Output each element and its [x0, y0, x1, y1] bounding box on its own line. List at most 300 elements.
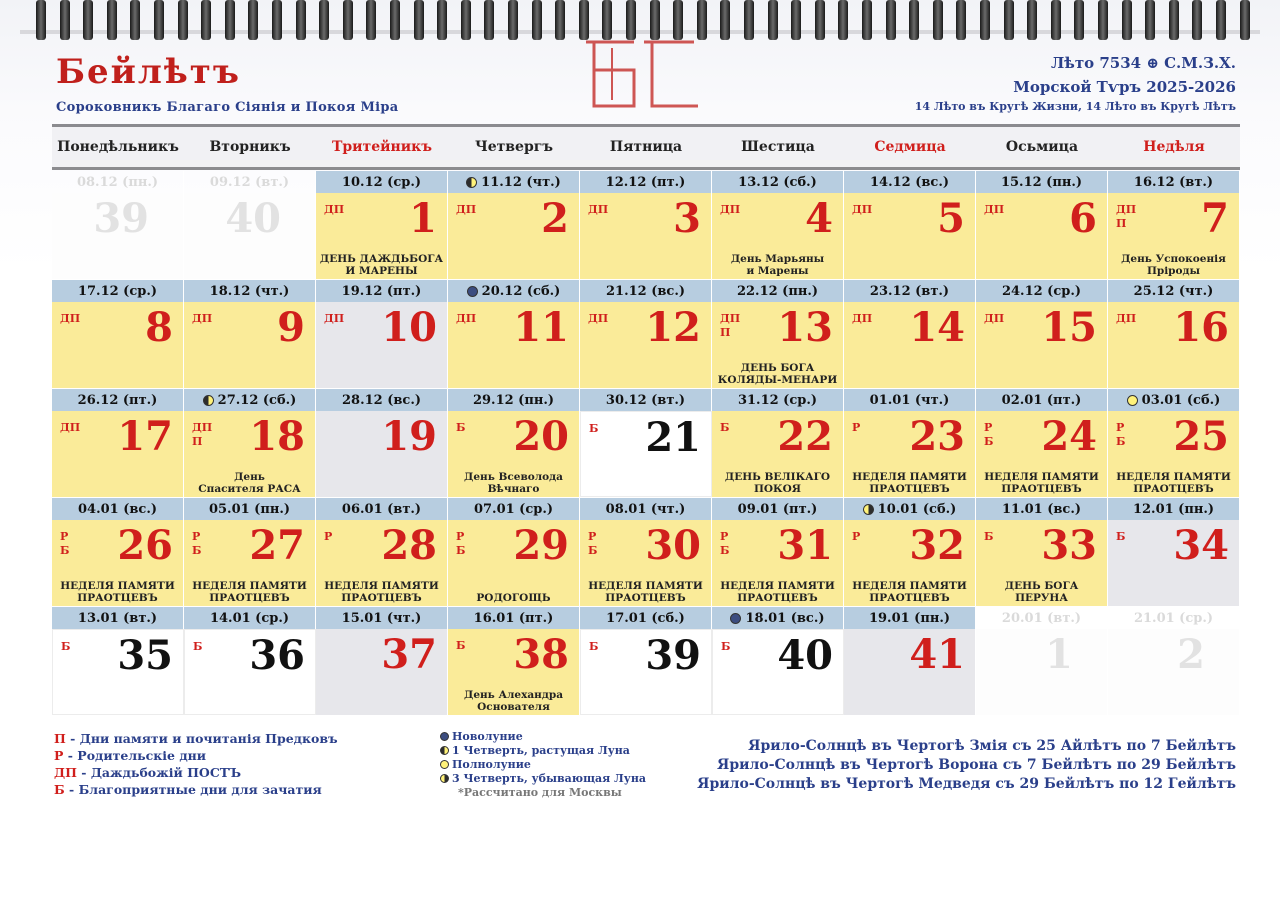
day-cell[interactable]: [448, 411, 580, 497]
day-number: 21: [645, 414, 701, 461]
day-number: 39: [93, 195, 149, 242]
gregorian-date: [1108, 607, 1240, 629]
spiral-ring: [744, 0, 754, 40]
day-cell[interactable]: [1108, 629, 1240, 715]
date-text: 10.12 (ср.): [341, 174, 422, 190]
holiday-note: НЕДЕЛЯ ПАМЯТИ ПРАОТЦЕВЪ: [852, 471, 967, 495]
day-cell[interactable]: [976, 193, 1108, 279]
legend-item: [54, 781, 338, 798]
gregorian-date: [844, 280, 976, 302]
weekday-label: Вторникъ: [209, 139, 291, 155]
day-marks: Р Б: [192, 530, 202, 557]
day-marks: ДП: [984, 203, 1005, 216]
gregorian-date: [976, 498, 1108, 520]
date-band: [52, 280, 1240, 302]
day-marks: Р Б: [1116, 421, 1126, 448]
legend-text: - Родительскіе дни: [63, 748, 207, 763]
sun-legend: [697, 737, 1236, 794]
gregorian-date: [976, 389, 1108, 411]
day-marks: ДП: [852, 312, 873, 325]
legend-item: [54, 747, 338, 764]
spiral-ring: [343, 0, 353, 40]
spiral-ring: [296, 0, 306, 40]
gregorian-date: [1108, 280, 1240, 302]
date-text: 27.12 (сб.): [217, 392, 297, 408]
moon-phase-new-icon: [440, 732, 449, 741]
day-marks: ДП: [852, 203, 873, 216]
gregorian-date: [580, 280, 712, 302]
moon-phase-new-icon: [730, 613, 741, 624]
spiral-ring: [1122, 0, 1132, 40]
legend-key: П: [54, 731, 66, 746]
day-number: 40: [777, 632, 833, 679]
date-text: 17.01 (сб.): [606, 610, 685, 626]
date-text: 20.01 (вт.): [1001, 610, 1082, 626]
day-cell[interactable]: [52, 302, 184, 388]
date-text: 04.01 (вс.): [77, 501, 157, 517]
spiral-ring: [555, 0, 565, 40]
day-marks: ДП: [984, 312, 1005, 325]
day-cell[interactable]: [184, 302, 316, 388]
day-cell[interactable]: [976, 302, 1108, 388]
date-text: 30.12 (вт.): [605, 392, 686, 408]
legend-key: Б: [54, 782, 65, 797]
legend-text: - Благоприятные дни для зачатия: [64, 782, 322, 797]
gregorian-date: [184, 607, 316, 629]
spiral-ring: [484, 0, 494, 40]
gregorian-date: [448, 607, 580, 629]
day-cell[interactable]: [1108, 302, 1240, 388]
day-cell[interactable]: [1108, 520, 1240, 606]
sun-legend-line: Ярило-Солнцѣ въ Чертогѣ Медведя съ 29 Бейлѣтъ по 12 Гейлѣтъ: [697, 776, 1236, 792]
legend-key: ДП: [54, 765, 77, 780]
day-number: 20: [513, 413, 569, 460]
day-cell[interactable]: [52, 411, 184, 497]
spiral-ring: [178, 0, 188, 40]
spiral-ring: [1192, 0, 1202, 40]
spiral-ring: [130, 0, 140, 40]
day-number: 34: [1173, 522, 1229, 569]
page-title: Бейлѣтъ: [56, 52, 241, 92]
date-text: 24.12 (ср.): [1001, 283, 1082, 299]
moon-legend-item: [440, 744, 646, 758]
spiral-ring: [1074, 0, 1084, 40]
date-text: 09.01 (пт.): [737, 501, 818, 517]
date-text: 01.01 (чт.): [869, 392, 950, 408]
spiral-ring: [650, 0, 660, 40]
day-cell[interactable]: [316, 302, 448, 388]
day-cell[interactable]: [52, 629, 184, 715]
date-text: 10.01 (сб.): [877, 501, 957, 517]
day-marks: Б: [61, 640, 71, 653]
day-cell[interactable]: [844, 629, 976, 715]
spiral-ring: [933, 0, 943, 40]
day-cell[interactable]: [976, 520, 1108, 606]
day-number: 11: [513, 304, 569, 351]
moon-phase-q3-icon: [863, 504, 874, 515]
moon-legend-item: [440, 772, 646, 786]
gregorian-date: [580, 498, 712, 520]
spiral-ring: [579, 0, 589, 40]
day-marks: ДП: [456, 203, 477, 216]
date-text: 16.01 (пт.): [473, 610, 554, 626]
holiday-note: РОДОГОЩЬ: [476, 592, 551, 604]
date-text: 13.01 (вт.): [77, 610, 158, 626]
year-line-2: Морской Тѵръ 2025-2026: [1013, 78, 1236, 96]
day-cell[interactable]: [316, 411, 448, 497]
day-number: 6: [1069, 195, 1097, 242]
gregorian-date: [184, 280, 316, 302]
spiral-ring: [272, 0, 282, 40]
day-number: 28: [381, 522, 437, 569]
sun-legend-line: Ярило-Солнцѣ въ Чертогѣ Ворона съ 7 Бейлѣтъ по 29 Бейлѣтъ: [716, 757, 1236, 773]
spiral-ring: [366, 0, 376, 40]
week-row: [52, 280, 1240, 388]
date-text: 12.01 (пн.): [1132, 501, 1215, 517]
day-marks: ДП: [60, 421, 81, 434]
day-marks: Р Б: [60, 530, 70, 557]
holiday-note: НЕДЕЛЯ ПАМЯТИ ПРАОТЦЕВЪ: [720, 580, 835, 604]
weekday-label: Осьмица: [1005, 139, 1079, 155]
day-marks: Р: [852, 530, 861, 543]
holiday-note: НЕДЕЛЯ ПАМЯТИ ПРАОТЦЕВЪ: [588, 580, 703, 604]
legend-item: [54, 764, 338, 781]
spiral-ring: [154, 0, 164, 40]
day-cell[interactable]: [844, 411, 976, 497]
gregorian-date: [712, 498, 844, 520]
weekday-label: Четвергъ: [474, 139, 554, 155]
day-number: 15: [1041, 304, 1097, 351]
spiral-ring: [720, 0, 730, 40]
day-cell[interactable]: [976, 411, 1108, 497]
moon-legend-text: Полнолуние: [452, 758, 531, 771]
day-cell[interactable]: [52, 193, 184, 279]
date-text: 08.01 (чт.): [605, 501, 686, 517]
day-cell[interactable]: [448, 302, 580, 388]
gregorian-date: [580, 171, 712, 193]
day-cell[interactable]: [448, 193, 580, 279]
date-text: 14.12 (вс.): [869, 174, 949, 190]
day-number: 18: [249, 413, 305, 460]
gregorian-date: [184, 498, 316, 520]
gregorian-date: [580, 607, 712, 629]
spiral-ring: [980, 0, 990, 40]
date-band: [52, 389, 1240, 411]
moon-legend: [440, 730, 646, 800]
legend: [54, 730, 338, 798]
day-marks: Р Б: [588, 530, 598, 557]
day-number: 1: [1045, 631, 1073, 678]
day-marks: Б: [720, 421, 730, 434]
moon-legend-item: [440, 730, 646, 744]
day-number: 40: [225, 195, 281, 242]
day-number: 5: [937, 195, 965, 242]
holiday-note: НЕДЕЛЯ ПАМЯТИ ПРАОТЦЕВЪ: [984, 471, 1099, 495]
legend-text: - Даждьбожій ПОСТЪ: [76, 765, 242, 780]
spiral-ring: [1098, 0, 1108, 40]
gregorian-date: [316, 171, 448, 193]
spiral-ring: [107, 0, 117, 40]
gregorian-date: [580, 389, 712, 411]
weekday-header: [52, 124, 1240, 170]
day-number: 31: [777, 522, 833, 569]
legend-item: [54, 730, 338, 747]
spiral-ring: [1145, 0, 1155, 40]
spiral-ring: [225, 0, 235, 40]
date-text: 19.12 (пт.): [341, 283, 422, 299]
day-number: 10: [381, 304, 437, 351]
spiral-ring: [461, 0, 471, 40]
day-marks: ДП П: [1116, 203, 1137, 230]
day-marks: Р Б: [720, 530, 730, 557]
date-text: 21.12 (вс.): [605, 283, 685, 299]
date-text: 11.12 (чт.): [481, 174, 561, 190]
gregorian-date: [316, 280, 448, 302]
moon-phase-q3-icon: [440, 774, 449, 783]
gregorian-date: [52, 389, 184, 411]
day-cell[interactable]: [844, 520, 976, 606]
day-cells-row: [52, 411, 1240, 497]
day-marks: ДП: [1116, 312, 1137, 325]
date-text: 13.12 (сб.): [738, 174, 817, 190]
day-marks: ДП: [720, 203, 741, 216]
date-text: 14.01 (ср.): [209, 610, 290, 626]
day-number: 19: [381, 413, 437, 460]
day-number: 17: [117, 413, 173, 460]
date-text: 15.12 (пн.): [1000, 174, 1083, 190]
moon-phase-full-icon: [440, 760, 449, 769]
gregorian-date: [52, 280, 184, 302]
week-row: [52, 498, 1240, 606]
date-text: 11.01 (вс.): [1001, 501, 1081, 517]
date-text: 08.12 (пн.): [76, 174, 159, 190]
day-cell[interactable]: [580, 193, 712, 279]
day-cell[interactable]: [448, 520, 580, 606]
day-number: 9: [277, 304, 305, 351]
day-cells-row: [52, 302, 1240, 388]
moon-legend-text: 3 Четверть, убывающая Луна: [452, 772, 647, 785]
day-number: 41: [909, 631, 965, 678]
day-cell[interactable]: [580, 411, 712, 497]
day-cell[interactable]: [580, 520, 712, 606]
legend-key: Р: [54, 748, 64, 763]
spiral-ring: [1216, 0, 1226, 40]
weekday-label: Пятница: [609, 139, 683, 155]
day-cell[interactable]: [316, 520, 448, 606]
date-text: 26.12 (пт.): [77, 392, 158, 408]
day-number: 36: [249, 632, 305, 679]
day-number: 35: [117, 632, 173, 679]
holiday-note: НЕДЕЛЯ ПАМЯТИ ПРАОТЦЕВЪ: [1116, 471, 1231, 495]
spiral-ring: [437, 0, 447, 40]
gregorian-date: [1108, 389, 1240, 411]
day-cell[interactable]: [712, 520, 844, 606]
day-number: 3: [673, 195, 701, 242]
spiral-ring: [390, 0, 400, 40]
date-text: 06.01 (вт.): [341, 501, 422, 517]
spiral-ring: [838, 0, 848, 40]
moon-phase-q1-icon: [440, 746, 449, 755]
moon-phase-q1-icon: [203, 395, 214, 406]
date-text: 23.12 (вт.): [869, 283, 950, 299]
spiral-ring: [36, 0, 46, 40]
date-text: 18.01 (вс.): [745, 610, 825, 626]
moon-phase-full-icon: [1127, 395, 1138, 406]
spiral-ring: [673, 0, 683, 40]
gregorian-date: [844, 607, 976, 629]
day-number: 7: [1201, 195, 1229, 242]
gregorian-date: [712, 171, 844, 193]
spiral-ring: [886, 0, 896, 40]
gregorian-date: [712, 280, 844, 302]
day-cell[interactable]: [712, 411, 844, 497]
holiday-note: День Успокоенія Пріроды: [1121, 253, 1226, 277]
day-cell[interactable]: [184, 411, 316, 497]
day-cell[interactable]: [844, 302, 976, 388]
legend-text: - Дни памяти и почитанія Предковъ: [65, 731, 338, 746]
year-line-1: Лѣто 7534 ⊕ С.М.З.Х.: [1051, 54, 1236, 72]
day-marks: ДП: [456, 312, 477, 325]
spiral-ring: [414, 0, 424, 40]
spiral-ring: [768, 0, 778, 40]
spiral-ring: [83, 0, 93, 40]
date-band: [52, 171, 1240, 193]
spiral-ring: [862, 0, 872, 40]
gregorian-date: [448, 389, 580, 411]
date-text: 28.12 (вс.): [341, 392, 421, 408]
moon-phase-new-icon: [467, 286, 478, 297]
day-number: 22: [777, 413, 833, 460]
gregorian-date: [844, 498, 976, 520]
gregorian-date: [184, 171, 316, 193]
day-cell[interactable]: [316, 193, 448, 279]
day-cell[interactable]: [712, 629, 844, 715]
holiday-note: НЕДЕЛЯ ПАМЯТИ ПРАОТЦЕВЪ: [192, 580, 307, 604]
gregorian-date: [976, 280, 1108, 302]
spiral-ring: [602, 0, 612, 40]
day-number: 16: [1173, 304, 1229, 351]
date-text: 09.12 (вт.): [209, 174, 290, 190]
day-number: 8: [145, 304, 173, 351]
gregorian-date: [52, 498, 184, 520]
day-marks: ДП: [324, 312, 345, 325]
date-text: 18.12 (чт.): [209, 283, 290, 299]
day-marks: Б: [456, 639, 466, 652]
day-cell[interactable]: [976, 629, 1108, 715]
holiday-note: ДЕНЬ БОГА ПЕРУНА: [1004, 580, 1079, 604]
holiday-note: НЕДЕЛЯ ПАМЯТИ ПРАОТЦЕВЪ: [324, 580, 439, 604]
day-cell[interactable]: [844, 193, 976, 279]
day-marks: ДП: [588, 203, 609, 216]
date-text: 22.12 (пн.): [736, 283, 819, 299]
spiral-ring: [791, 0, 801, 40]
date-text: 19.01 (пн.): [868, 610, 951, 626]
day-number: 1: [409, 195, 437, 242]
spiral-ring: [319, 0, 329, 40]
weekday-label: Понедѣльникъ: [57, 139, 179, 155]
day-cell[interactable]: [1108, 411, 1240, 497]
weekday-label: Тритейникъ: [331, 139, 433, 155]
day-number: 38: [513, 631, 569, 678]
week-row: [52, 389, 1240, 497]
day-cell[interactable]: [316, 629, 448, 715]
day-cell[interactable]: [580, 302, 712, 388]
spiral-ring: [60, 0, 70, 40]
day-cell[interactable]: [580, 629, 712, 715]
day-cell[interactable]: [52, 520, 184, 606]
gregorian-date: [448, 280, 580, 302]
day-marks: Р Б: [456, 530, 466, 557]
spiral-ring: [697, 0, 707, 40]
day-number: 25: [1173, 413, 1229, 460]
day-cells-row: [52, 629, 1240, 715]
spiral-ring: [508, 0, 518, 40]
day-number: 2: [1177, 631, 1205, 678]
date-text: 29.12 (пн.): [472, 392, 555, 408]
day-number: 24: [1041, 413, 1097, 460]
weekday-label: Шестица: [741, 139, 815, 155]
day-number: 2: [541, 195, 569, 242]
day-number: 33: [1041, 522, 1097, 569]
date-text: 15.01 (чт.): [341, 610, 422, 626]
day-cell[interactable]: [184, 629, 316, 715]
spiral-ring: [532, 0, 542, 40]
holiday-note: День Алеxандра Основателя: [463, 689, 563, 713]
spiral-ring: [248, 0, 258, 40]
gregorian-date: [1108, 498, 1240, 520]
spiral-ring: [1169, 0, 1179, 40]
day-cells-row: [52, 193, 1240, 279]
day-cell[interactable]: [712, 193, 844, 279]
day-marks: ДП П: [192, 421, 213, 448]
moon-legend-item: [440, 758, 646, 772]
date-text: 25.12 (чт.): [1133, 283, 1214, 299]
gregorian-date: [844, 171, 976, 193]
day-number: 37: [381, 631, 437, 678]
day-marks: Б: [721, 640, 731, 653]
day-number: 30: [645, 522, 701, 569]
spiral-ring: [909, 0, 919, 40]
spiral-ring: [201, 0, 211, 40]
holiday-note: День Марьяны и Марены: [730, 253, 825, 277]
day-marks: Б: [589, 422, 599, 435]
gregorian-date: [184, 389, 316, 411]
day-marks: ДП: [192, 312, 213, 325]
moon-legend-text: Новолуние: [452, 730, 523, 743]
spiral-ring: [1240, 0, 1250, 40]
gregorian-date: [52, 607, 184, 629]
week-row: [52, 607, 1240, 715]
day-marks: ДП: [588, 312, 609, 325]
day-cell[interactable]: [1108, 193, 1240, 279]
day-marks: Р: [324, 530, 333, 543]
day-number: 39: [645, 632, 701, 679]
day-number: 29: [513, 522, 569, 569]
day-cell[interactable]: [448, 629, 580, 715]
date-text: 20.12 (сб.): [481, 283, 561, 299]
day-marks: ДП: [60, 312, 81, 325]
day-cell[interactable]: [184, 520, 316, 606]
date-text: 03.01 (сб.): [1141, 392, 1221, 408]
holiday-note: День Всеволода Вѣчнаго: [464, 471, 563, 495]
day-number: 23: [909, 413, 965, 460]
day-marks: Р: [852, 421, 861, 434]
spiral-ring: [1051, 0, 1061, 40]
day-number: 26: [117, 522, 173, 569]
date-text: 07.01 (ср.): [473, 501, 554, 517]
day-cell[interactable]: [712, 302, 844, 388]
day-cell[interactable]: [184, 193, 316, 279]
